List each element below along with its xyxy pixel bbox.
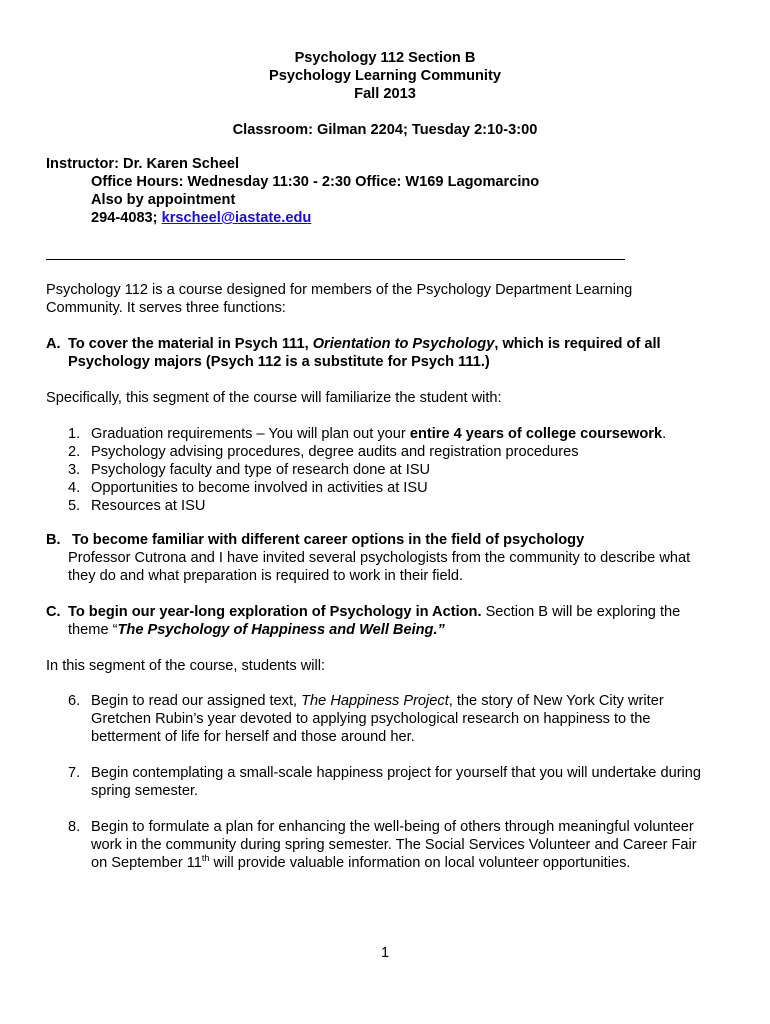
book-title: The Happiness Project xyxy=(301,693,449,709)
list-item-suffix: will provide valuable information on local volunteer opportunities. xyxy=(209,855,631,871)
term: Fall 2013 xyxy=(354,86,416,102)
section-c-theme xyxy=(68,621,445,639)
course-subtitle: Psychology Learning Community xyxy=(269,68,501,84)
segment-intro: In this segment of the course, students will: xyxy=(46,658,326,674)
list-item: Resources at ISU xyxy=(91,498,206,514)
section-c-theme-pre: theme “ xyxy=(68,622,118,638)
phone-number: 294-4083; xyxy=(91,210,162,226)
instructor-line: Instructor: Dr. Karen Scheel xyxy=(46,156,240,172)
section-a-line-2: Psychology majors (Psych 112 is a substitute for Psych 111.) xyxy=(68,354,490,370)
list-item-number: 8. xyxy=(68,819,81,835)
intro-line-2: Community. It serves three functions: xyxy=(46,300,286,316)
list-item-number: 6. xyxy=(68,693,81,709)
list-item xyxy=(91,692,664,710)
section-a-title xyxy=(68,335,661,353)
list-item-number: 5. xyxy=(68,498,81,514)
section-a-letter: A. xyxy=(46,336,61,352)
list-item-number: 4. xyxy=(68,480,81,496)
list-item-line: betterment of life for herself and those around her. xyxy=(91,729,415,745)
list-item: Begin contemplating a small-scale happiness project for yourself that you will undertake during xyxy=(91,765,702,781)
list-item-line: Gretchen Rubin’s year devoted to applying psychological research on happiness to the xyxy=(91,711,651,727)
section-a-post: , which is required of all xyxy=(494,336,661,352)
section-c-letter: C. xyxy=(46,604,61,620)
section-a-italic: Orientation to Psychology xyxy=(312,336,495,352)
list-item-text: on September 11 xyxy=(91,855,202,871)
section-c-theme-italic: The Psychology of Happiness and Well Being.” xyxy=(117,622,445,638)
section-b-title: To become familiar with different career options in the field of psychology xyxy=(72,532,585,548)
email-link[interactable]: krscheel@iastate.edu xyxy=(161,210,312,226)
list-item-suffix: , the story of New York City writer xyxy=(448,693,664,709)
section-c-rest: Section B will be exploring the xyxy=(481,604,681,620)
list-item xyxy=(91,425,666,443)
list-item-bold: entire 4 years of college coursework xyxy=(409,426,663,442)
section-a-pre: To cover the material in Psych 111, xyxy=(68,336,313,352)
list-item-number: 7. xyxy=(68,765,81,781)
section-c-title xyxy=(68,603,680,621)
list-item: Psychology faculty and type of research done at ISU xyxy=(91,462,431,478)
classroom-info: Classroom: Gilman 2204; Tuesday 2:10-3:00 xyxy=(232,122,538,138)
list-item-number: 1. xyxy=(68,426,81,442)
intro-line-1: Psychology 112 is a course designed for members of the Psychology Department Learning xyxy=(46,282,633,298)
section-b-line-3: they do and what preparation is required to work in their field. xyxy=(68,568,464,584)
list-item: Begin to formulate a plan for enhancing the well-being of others through meaningful volunteer xyxy=(91,819,694,835)
office-hours: Office Hours: Wednesday 11:30 - 2:30 Office: W169 Lagomarcino xyxy=(91,174,540,190)
section-b-line-2: Professor Cutrona and I have invited several psychologists from the community to describe what xyxy=(68,550,691,566)
section-c-bold: To begin our year-long exploration of Psychology in Action. xyxy=(68,604,482,620)
page-number: 1 xyxy=(380,945,390,961)
list-item: Opportunities to become involved in activities at ISU xyxy=(91,480,428,496)
list-item: Psychology advising procedures, degree audits and registration procedures xyxy=(91,444,579,460)
list-item-number: 2. xyxy=(68,444,81,460)
list-item-text: Graduation requirements – You will plan out your xyxy=(91,426,410,442)
list-item-line xyxy=(91,854,630,872)
section-b-letter: B. xyxy=(46,532,61,548)
ordinal-suffix: th xyxy=(201,853,210,863)
list-item-line: work in the community during spring semester. The Social Services Volunteer and Career Fair xyxy=(91,837,697,853)
horizontal-rule xyxy=(46,259,625,260)
specifically-text: Specifically, this segment of the course will familiarize the student with: xyxy=(46,390,502,406)
course-title: Psychology 112 Section B xyxy=(294,50,476,66)
list-item-text: Begin to read our assigned text, xyxy=(91,693,302,709)
list-item-line: spring semester. xyxy=(91,783,199,799)
contact-line xyxy=(91,209,311,227)
appointment-note: Also by appointment xyxy=(91,192,236,208)
list-item-suffix: . xyxy=(662,426,667,442)
list-item-number: 3. xyxy=(68,462,81,478)
